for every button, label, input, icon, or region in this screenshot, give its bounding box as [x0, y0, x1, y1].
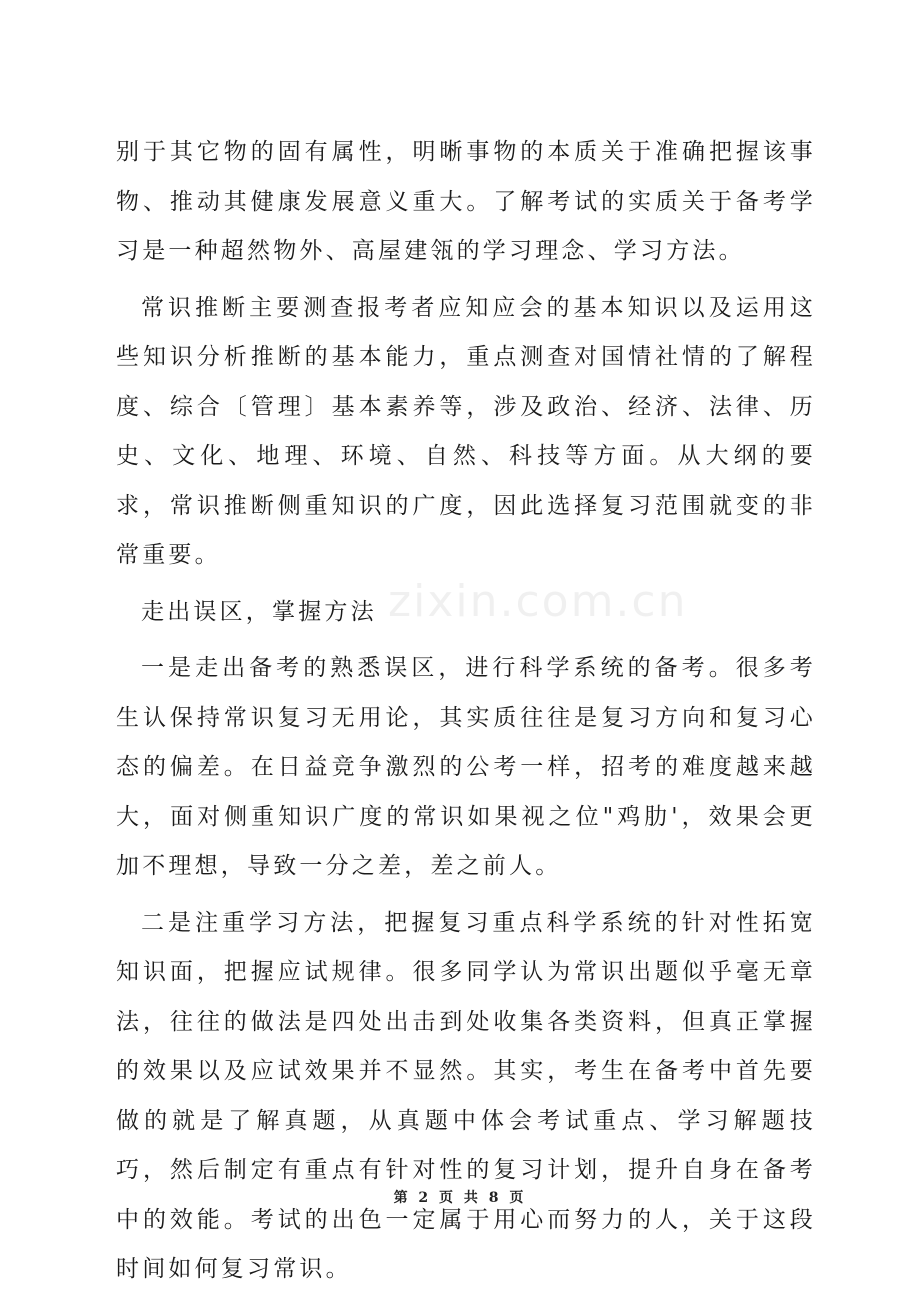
page-number-footer: 第 2 页 共 8 页: [393, 1190, 527, 1206]
document-body: [116, 128, 816, 1302]
watermark: zixin.com.cn: [388, 576, 688, 627]
paragraph-point-one: 一是走出备考的熟悉误区，进行科学系统的备考。很多考生认保持常识复习无用论，其实质往往是复习方向和复习心态的偏差。在日益竞争激烈的公考一样，招考的难度越来越大，面对侧重知识广度的常识如果视之位"鸡肋'，效果会更加不理想，导致一分之差，差之前人。: [116, 655, 816, 879]
paragraph-common-sense-overview: 常识推断主要测查报考者应知应会的基本知识以及运用这些知识分析推断的基本能力，重点测查对国情社情的了解程度、综合〔管理〕基本素养等，涉及政治、经济、法律、历史、文化、地理、环境、自然、科技等方面。从大纲的要求，常识推断侧重知识的广度，因此选择复习范围就变的非常重要。: [116, 294, 816, 568]
paragraph-continuation: 别于其它物的固有属性，明晰事物的本质关于准确把握该事物、推动其健康发展意义重大。了解考试的实质关于备考学习是一种超然物外、高屋建瓴的学习理念、学习方法。: [116, 139, 816, 264]
section-heading: 走出误区，掌握方法: [141, 598, 377, 625]
paragraph-point-two: 二是注重学习方法，把握复习重点科学系统的针对性拓宽知识面，把握应试规律。很多同学认为常识出题似乎毫无章法，往往的做法是四处出击到处收集各类资料，但真正掌握的效果以及应试效果并不显然。其实，考生在备考中首先要做的就是了解真题，从真题中体会考试重点、学习解题技巧，然后制定有重点有针对性的复习计划，提升自身在备考中的效能。考试的出色一定属于用心而努力的人，关于这段时间如何复习常识。: [116, 909, 816, 1282]
